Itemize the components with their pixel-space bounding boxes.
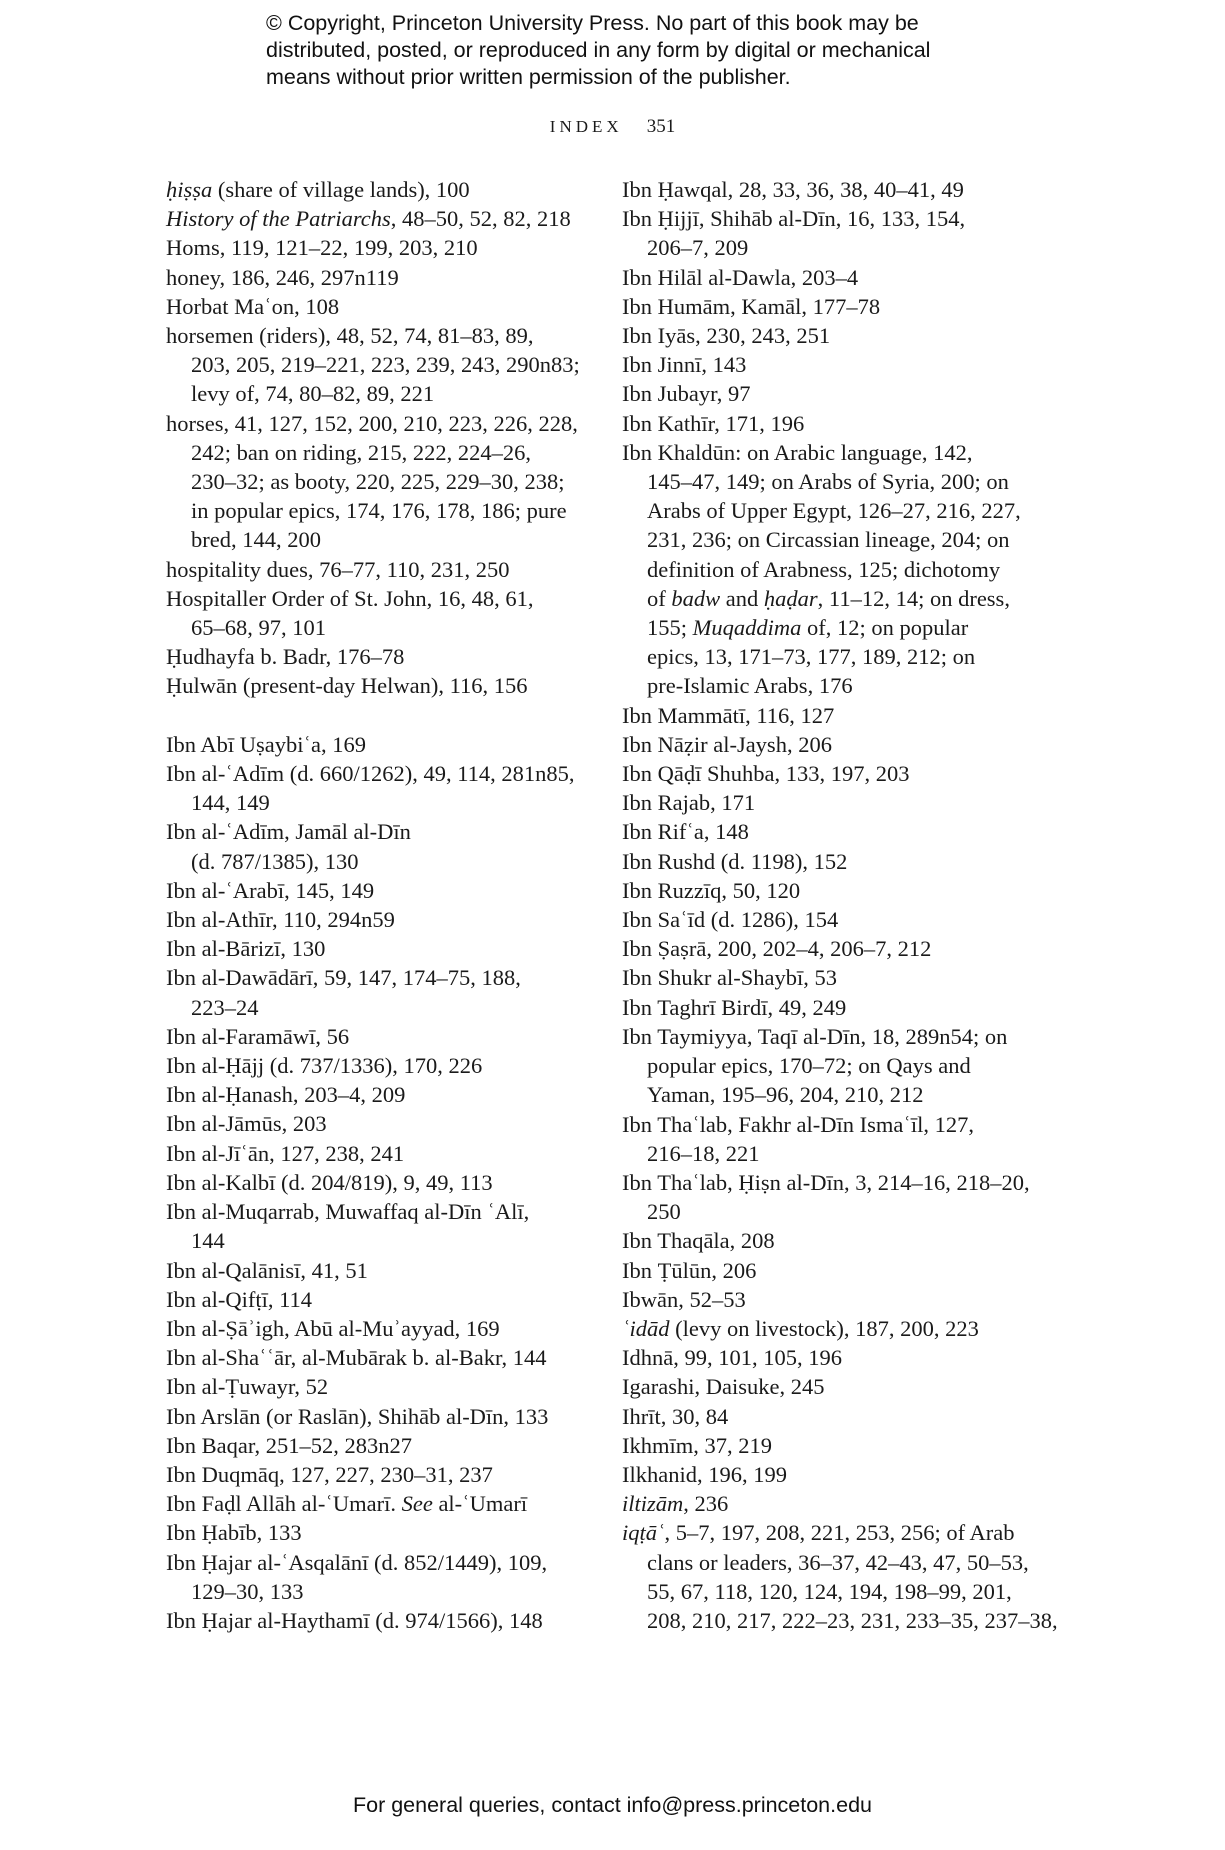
index-entry bbox=[622, 1518, 1058, 1635]
index-entry-line: Ibn Thaqāla, 208 bbox=[622, 1228, 775, 1254]
index-entry-line: Ihrīt, 30, 84 bbox=[622, 1403, 729, 1429]
index-entry bbox=[622, 963, 1052, 992]
index-entry-line: Ibn Rifʿa, 148 bbox=[622, 819, 749, 845]
index-entry bbox=[622, 1168, 1052, 1226]
index-entry-continuation: 203, 205, 219–221, 223, 239, 243, 290n83; bbox=[191, 352, 580, 378]
index-entry bbox=[622, 759, 1052, 788]
index-entry-continuation: popular epics, 170–72; on Qays and bbox=[647, 1053, 971, 1079]
index-entry bbox=[622, 204, 1052, 262]
index-entry bbox=[166, 1051, 606, 1080]
index-entry-line: Ibn Hilāl al-Dawla, 203–4 bbox=[622, 264, 859, 290]
index-entry-line: Ibn al-Bārizī, 130 bbox=[166, 936, 326, 962]
index-entry bbox=[622, 817, 1052, 846]
index-entry-continuation: 231, 236; on Circassian lineage, 204; on bbox=[647, 527, 1010, 553]
index-entry bbox=[622, 1402, 1052, 1431]
index-column-right bbox=[622, 175, 1058, 1635]
index-entry bbox=[166, 876, 606, 905]
index-entry bbox=[166, 1109, 606, 1138]
index-entry-line: Ibn al-Ḥājj (d. 737/1336), 170, 226 bbox=[166, 1053, 483, 1079]
index-entry-line: History of the Patriarchs, 48–50, 52, 82, 218 bbox=[166, 206, 571, 232]
index-entry bbox=[166, 1606, 606, 1635]
index-entry-line: Ibn Jinnī, 143 bbox=[622, 352, 747, 378]
index-entry bbox=[166, 233, 606, 262]
index-entry-continuation: epics, 13, 171–73, 177, 189, 212; on bbox=[647, 644, 976, 670]
index-entry-line: Ḥulwān (present-day Helwan), 116, 156 bbox=[166, 673, 528, 699]
index-entry-line: Ibn Khaldūn: on Arabic language, 142, bbox=[622, 439, 973, 465]
index-entry-line: Ibn Humām, Kamāl, 177–78 bbox=[622, 293, 881, 319]
index-entry-line: Ibn al-Ṣāʾigh, Abū al-Muʾayyad, 169 bbox=[166, 1315, 500, 1341]
index-entry bbox=[622, 409, 1052, 438]
index-entry bbox=[622, 379, 1052, 408]
index-entry-line: Ibn al-ʿAdīm, Jamāl al-Dīn bbox=[166, 819, 411, 845]
index-entry-continuation: 216–18, 221 bbox=[647, 1140, 760, 1166]
index-entry-continuation: 145–47, 149; on Arabs of Syria, 200; on bbox=[647, 469, 1009, 495]
index-entry bbox=[622, 1256, 1052, 1285]
index-entry bbox=[622, 1343, 1052, 1372]
index-entry bbox=[166, 1431, 606, 1460]
index-entry bbox=[166, 292, 606, 321]
index-entry bbox=[166, 555, 606, 584]
index-entry-line: Ibn al-Ṭuwayr, 52 bbox=[166, 1374, 329, 1400]
index-entry bbox=[622, 1226, 1052, 1255]
index-entry bbox=[166, 1080, 606, 1109]
index-entry bbox=[622, 1460, 1052, 1489]
index-entry-line: Ibn Thaʿlab, Fakhr al-Dīn Ismaʿīl, 127, bbox=[622, 1111, 975, 1137]
running-head bbox=[0, 116, 1225, 138]
index-entry bbox=[166, 1285, 606, 1314]
index-entry bbox=[166, 263, 606, 292]
index-entry-line: Ibn Ṣaṣrā, 200, 202–4, 206–7, 212 bbox=[622, 936, 932, 962]
index-entry bbox=[622, 1022, 1052, 1110]
index-entry-line: Ibn al-Qalānisī, 41, 51 bbox=[166, 1257, 368, 1283]
index-entry-continuation: 223–24 bbox=[191, 994, 259, 1020]
index-entry bbox=[622, 1489, 1052, 1518]
copyright-line: means without prior written permission of the publisher. bbox=[266, 65, 791, 89]
index-entry-continuation: (d. 787/1385), 130 bbox=[191, 848, 359, 874]
index-entry-line: Ibn Thaʿlab, Ḥiṣn al-Dīn, 3, 214–16, 218–20, bbox=[622, 1169, 1030, 1195]
index-entry-continuation: 208, 210, 217, 222–23, 231, 233–35, 237–38, bbox=[647, 1607, 1058, 1633]
index-entry bbox=[622, 876, 1052, 905]
index-entry bbox=[166, 642, 606, 671]
index-entry bbox=[622, 1110, 1052, 1168]
index-entry-line: Hospitaller Order of St. John, 16, 48, 61, bbox=[166, 585, 534, 611]
index-entry-continuation: 144 bbox=[191, 1228, 225, 1254]
index-entry-line: Ibn Nāẓir al-Jaysh, 206 bbox=[622, 731, 832, 757]
index-entry-line: ḥiṣṣa (share of village lands), 100 bbox=[166, 177, 470, 202]
index-entry-continuation: 230–32; as booty, 220, 225, 229–30, 238; bbox=[191, 469, 565, 495]
copyright-line: distributed, posted, or reproduced in any form by digital or mechanical bbox=[266, 38, 931, 62]
index-entry bbox=[622, 701, 1052, 730]
index-entry bbox=[166, 934, 606, 963]
index-entry bbox=[166, 963, 606, 1021]
index-entry-line: Horbat Maʿon, 108 bbox=[166, 293, 340, 319]
index-entry bbox=[166, 584, 606, 642]
index-entry-line: Ibn Iyās, 230, 243, 251 bbox=[622, 323, 831, 349]
index-entry bbox=[166, 1402, 606, 1431]
index-entry bbox=[622, 321, 1052, 350]
index-entry-continuation: of badw and ḥaḍar, 11–12, 14; on dress, bbox=[647, 585, 1010, 611]
index-entry bbox=[166, 1139, 606, 1168]
footer-contact: For general queries, contact info@press.princeton.edu bbox=[352, 1793, 872, 1817]
index-entry bbox=[166, 730, 606, 759]
index-entry-line: horsemen (riders), 48, 52, 74, 81–83, 89, bbox=[166, 323, 534, 349]
index-entry bbox=[622, 788, 1052, 817]
index-entry-line: ʿidād (levy on livestock), 187, 200, 223 bbox=[622, 1315, 979, 1341]
index-entry-continuation: Arabs of Upper Egypt, 126–27, 216, 227, bbox=[647, 498, 1021, 524]
index-entry bbox=[166, 1314, 606, 1343]
index-entry bbox=[622, 905, 1052, 934]
index-entry bbox=[166, 409, 606, 555]
index-entry-continuation: 155; Muqaddima of, 12; on popular bbox=[647, 615, 969, 641]
index-entry-continuation: bred, 144, 200 bbox=[191, 527, 321, 553]
section-title: INDEX bbox=[549, 117, 623, 136]
index-entry-line: Homs, 119, 121–22, 199, 203, 210 bbox=[166, 235, 478, 261]
index-entry bbox=[166, 1343, 606, 1372]
index-entry bbox=[622, 292, 1052, 321]
index-entry bbox=[166, 671, 606, 700]
index-entry bbox=[622, 438, 1052, 701]
index-entry-continuation: 144, 149 bbox=[191, 790, 270, 816]
index-entry-line: Ibn Kathīr, 171, 196 bbox=[622, 410, 805, 436]
index-entry-continuation: Yaman, 195–96, 204, 210, 212 bbox=[647, 1082, 924, 1108]
index-entry bbox=[622, 1285, 1052, 1314]
index-entry-line: Ibn Mammātī, 116, 127 bbox=[622, 702, 835, 728]
index-entry-continuation: 242; ban on riding, 215, 222, 224–26, bbox=[191, 439, 531, 465]
index-entry-line: Ibn Ḥajar al-Haythamī (d. 974/1566), 148 bbox=[166, 1607, 543, 1633]
index-entry-continuation: pre-Islamic Arabs, 176 bbox=[647, 673, 853, 699]
index-entry-line: Ibn Rajab, 171 bbox=[622, 790, 756, 816]
index-entry-line: Ikhmīm, 37, 219 bbox=[622, 1432, 772, 1458]
copyright-line: © Copyright, Princeton University Press. No part of this book may be bbox=[266, 11, 919, 35]
index-entry bbox=[166, 1197, 606, 1255]
index-entry-line: Ibn Ḥajar al-ʿAsqalānī (d. 852/1449), 109, bbox=[166, 1549, 548, 1575]
index-entry bbox=[166, 1372, 606, 1401]
index-entry-continuation: 55, 67, 118, 120, 124, 194, 198–99, 201, bbox=[647, 1578, 1012, 1604]
index-column-left bbox=[166, 175, 606, 1635]
index-entry bbox=[166, 817, 606, 875]
index-entry-continuation: 250 bbox=[647, 1199, 681, 1225]
index-entry-line: Ibn al-ʿArabī, 145, 149 bbox=[166, 877, 375, 903]
index-entry-line: Ibn Duqmāq, 127, 227, 230–31, 237 bbox=[166, 1461, 493, 1487]
index-entry-line: Ibn Arslān (or Raslān), Shihāb al-Dīn, 133 bbox=[166, 1403, 549, 1429]
index-entry-line: Ibn Ḥabīb, 133 bbox=[166, 1520, 302, 1546]
index-entry bbox=[166, 175, 606, 204]
index-entry bbox=[166, 1548, 606, 1606]
index-entry-continuation: 206–7, 209 bbox=[647, 235, 749, 261]
index-entry-continuation: 65–68, 97, 101 bbox=[191, 615, 326, 641]
index-entry-line: Igarashi, Daisuke, 245 bbox=[622, 1374, 825, 1400]
index-entry bbox=[166, 1518, 606, 1547]
index-entry-line: Ibn Ṭūlūn, 206 bbox=[622, 1257, 757, 1283]
index-entry-line: Ibn Jubayr, 97 bbox=[622, 381, 751, 407]
index-entry-line: Ibn Taymiyya, Taqī al-Dīn, 18, 289n54; on bbox=[622, 1023, 1008, 1049]
index-entry bbox=[622, 350, 1052, 379]
index-entry-line: Ibn al-Dawādārī, 59, 147, 174–75, 188, bbox=[166, 965, 521, 991]
index-entry bbox=[622, 934, 1052, 963]
index-entry bbox=[622, 175, 1052, 204]
index-entry-line: Ibn Taghrī Birdī, 49, 249 bbox=[622, 994, 847, 1020]
index-entry bbox=[622, 993, 1052, 1022]
index-entry-line: Ibn al-ʿAdīm (d. 660/1262), 49, 114, 281n85, bbox=[166, 761, 575, 787]
index-entry bbox=[622, 730, 1052, 759]
index-entry bbox=[622, 847, 1052, 876]
index-entry-continuation: 129–30, 133 bbox=[191, 1578, 304, 1604]
index-entry bbox=[166, 1460, 606, 1489]
index-entry bbox=[622, 1314, 1052, 1343]
index-entry-line: Ibn al-Shaʿʿār, al-Mubārak b. al-Bakr, 144 bbox=[166, 1345, 547, 1371]
index-entry bbox=[166, 1256, 606, 1285]
index-entry bbox=[622, 1431, 1052, 1460]
index-entry-line: Ḥudhayfa b. Badr, 176–78 bbox=[166, 644, 405, 670]
index-entry bbox=[166, 204, 606, 233]
index-entry bbox=[622, 1372, 1052, 1401]
index-entry bbox=[166, 905, 606, 934]
index-entry-line: Ibn al-Ḥanash, 203–4, 209 bbox=[166, 1082, 406, 1108]
index-entry-line: Ibn Ruzzīq, 50, 120 bbox=[622, 877, 801, 903]
index-entry bbox=[166, 759, 606, 817]
index-entry-line: Ibn Qāḍī Shuhba, 133, 197, 203 bbox=[622, 761, 910, 787]
index-entry-line: Ibn Abī Uṣaybiʿa, 169 bbox=[166, 731, 366, 757]
page-number: 351 bbox=[646, 116, 676, 137]
index-entry bbox=[166, 1168, 606, 1197]
index-entry-line: Ibn Ḥijjī, Shihāb al-Dīn, 16, 133, 154, bbox=[622, 206, 966, 232]
copyright-notice bbox=[266, 10, 1026, 91]
index-entry-line: Ibn Rushd (d. 1198), 152 bbox=[622, 848, 848, 874]
index-entry bbox=[166, 1489, 606, 1518]
index-entry-line: Ibn Shukr al-Shaybī, 53 bbox=[622, 965, 837, 991]
index-entry-line: horses, 41, 127, 152, 200, 210, 223, 226, 228, bbox=[166, 410, 578, 436]
index-entry-line: Ibn al-Muqarrab, Muwaffaq al-Dīn ʿAlī, bbox=[166, 1199, 530, 1225]
index-entry-line: Ibn Faḍl Allāh al-ʿUmarī. See al-ʿUmarī bbox=[166, 1491, 528, 1517]
letter-section-gap bbox=[166, 701, 606, 730]
index-entry-line: Ibn al-Faramāwī, 56 bbox=[166, 1023, 350, 1049]
index-entry-line: Ibn al-Jīʿān, 127, 238, 241 bbox=[166, 1140, 405, 1166]
index-entry-line: Ibn al-Athīr, 110, 294n59 bbox=[166, 907, 395, 933]
index-entry bbox=[622, 263, 1052, 292]
index-entry-continuation: definition of Arabness, 125; dichotomy bbox=[647, 556, 1001, 582]
index-entry bbox=[166, 321, 606, 409]
index-entry-line: Ibwān, 52–53 bbox=[622, 1286, 746, 1312]
index-entry-line: Idhnā, 99, 101, 105, 196 bbox=[622, 1345, 842, 1371]
index-entry-line: Ibn al-Kalbī (d. 204/819), 9, 49, 113 bbox=[166, 1169, 493, 1195]
index-entry bbox=[166, 1022, 606, 1051]
index-entry-continuation: in popular epics, 174, 176, 178, 186; pure bbox=[191, 498, 567, 524]
index-entry-line: Ibn Baqar, 251–52, 283n27 bbox=[166, 1432, 412, 1458]
index-entry-line: Ibn Ḥawqal, 28, 33, 36, 38, 40–41, 49 bbox=[622, 177, 964, 202]
index-entry-line: hospitality dues, 76–77, 110, 231, 250 bbox=[166, 556, 510, 582]
index-entry-line: Ilkhanid, 196, 199 bbox=[622, 1461, 787, 1487]
index-entry-continuation: clans or leaders, 36–37, 42–43, 47, 50–53, bbox=[647, 1549, 1029, 1575]
index-entry-line: honey, 186, 246, 297n119 bbox=[166, 264, 399, 290]
index-entry-continuation: levy of, 74, 80–82, 89, 221 bbox=[191, 381, 435, 407]
index-entry-line: iqṭāʿ, 5–7, 197, 208, 221, 253, 256; of Arab bbox=[622, 1520, 1015, 1546]
index-entry-line: iltizām, 236 bbox=[622, 1491, 729, 1517]
index-entry-line: Ibn al-Qifṭī, 114 bbox=[166, 1286, 313, 1312]
index-entry-line: Ibn Saʿīd (d. 1286), 154 bbox=[622, 907, 839, 933]
index-entry-line: Ibn al-Jāmūs, 203 bbox=[166, 1111, 327, 1137]
